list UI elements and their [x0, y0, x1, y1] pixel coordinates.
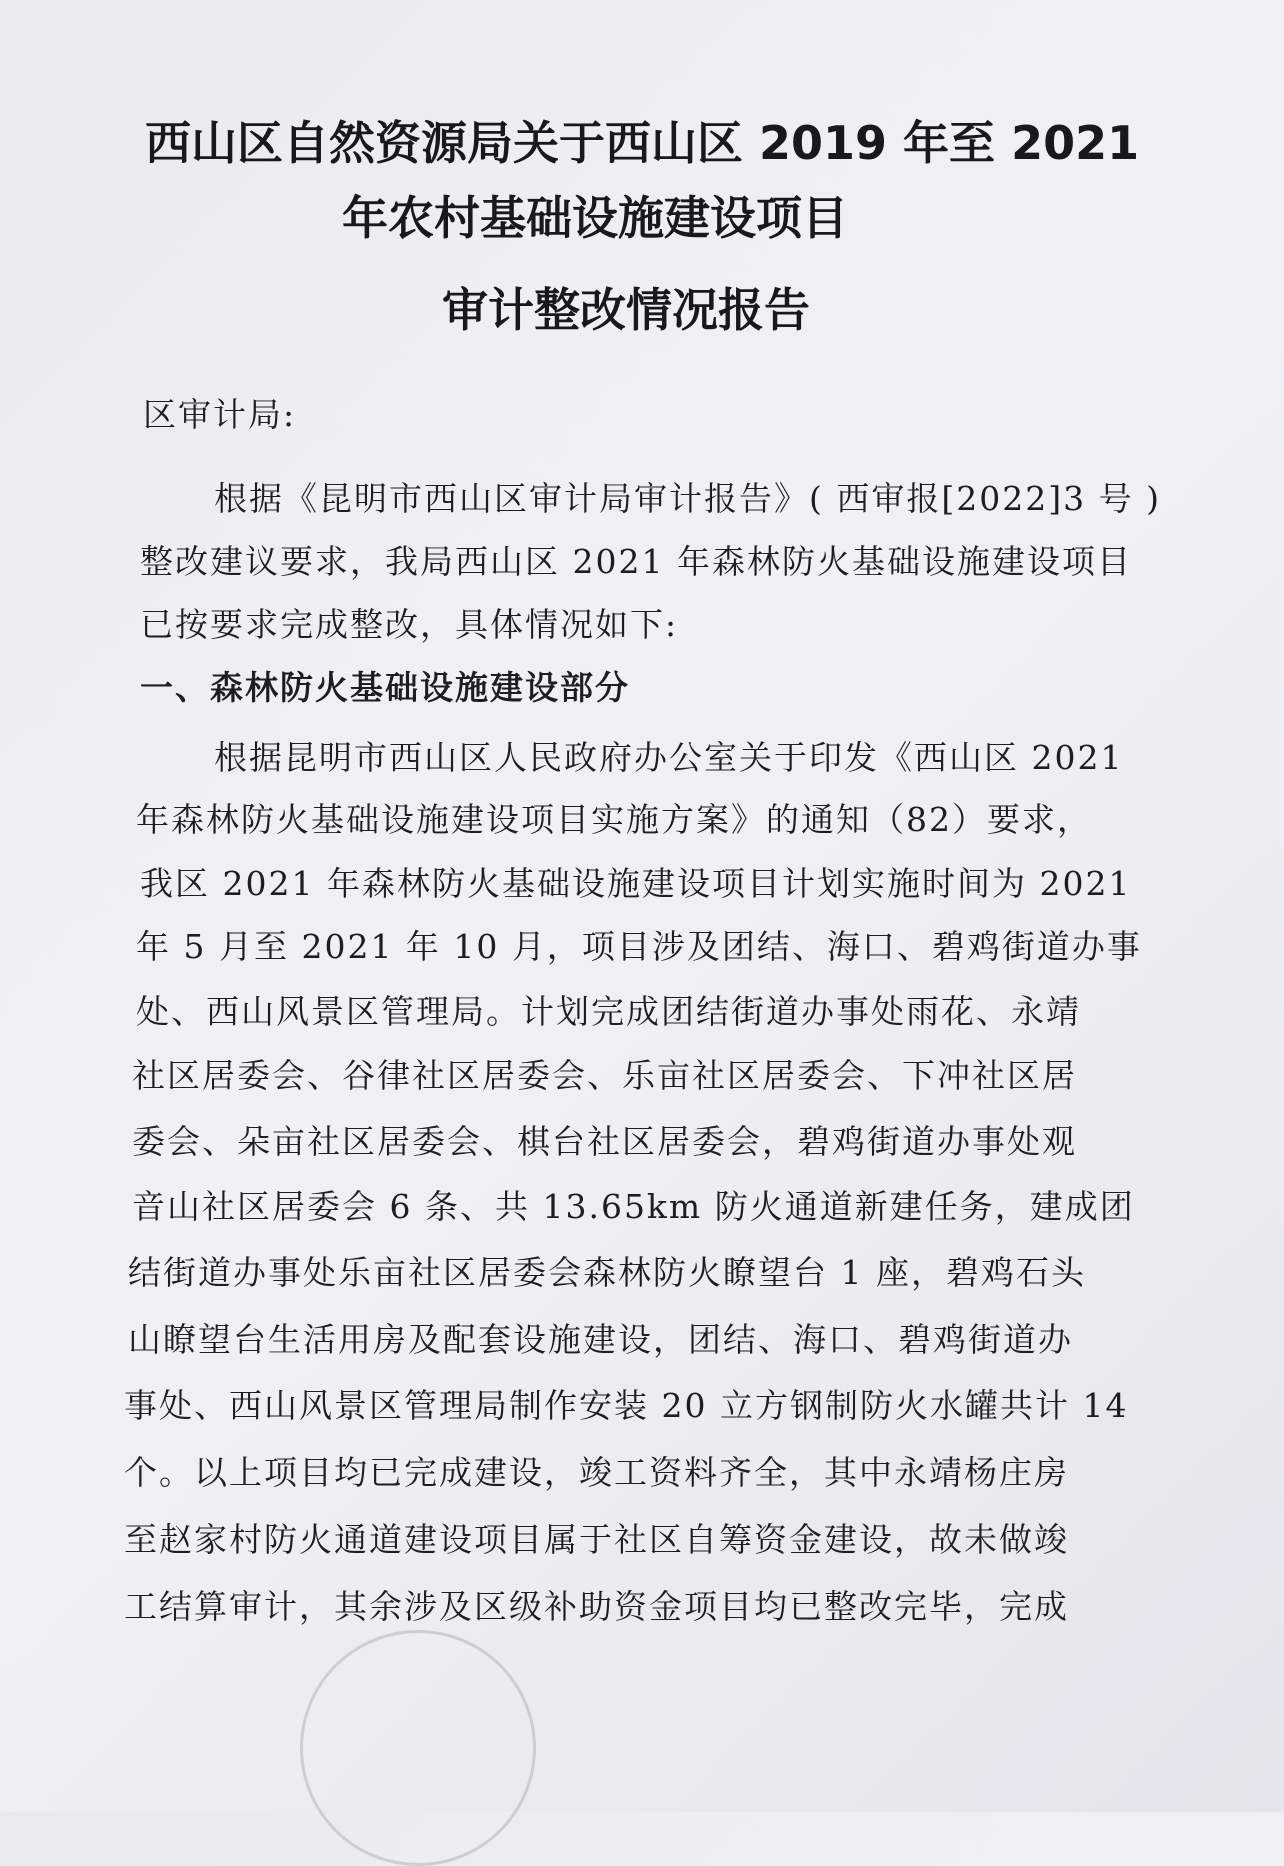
body-line: 个。以上项目均已完成建设，竣工资料齐全，其中永靖杨庄房	[124, 1453, 1069, 1492]
body-line: 根据昆明市西山区人民政府办公室关于印发《西山区 2021	[214, 738, 1124, 777]
body-line: 已按要求完成整改，具体情况如下:	[140, 605, 679, 644]
body-line: 事处、西山风景区管理局制作安装 20 立方钢制防火水罐共计 14	[124, 1386, 1129, 1425]
body-line: 社区居委会、谷律社区居委会、乐亩社区居委会、下冲社区居	[132, 1056, 1077, 1095]
title-line-1: 西山区自然资源局关于西山区 2019 年至 2021	[145, 116, 1140, 170]
body-line: 处、西山风景区管理局。计划完成团结街道办事处雨花、永靖	[136, 992, 1081, 1031]
body-line: 整改建议要求，我局西山区 2021 年森林防火基础设施建设项目	[140, 542, 1132, 581]
body-line: 结街道办事处乐亩社区居委会森林防火瞭望台 1 座，碧鸡石头	[128, 1253, 1086, 1292]
addressee: 区审计局:	[143, 395, 297, 434]
body-line: 至赵家村防火通道建设项目属于社区自筹资金建设，故未做竣	[124, 1520, 1069, 1559]
body-line: 山瞭望台生活用房及配套设施建设，团结、海口、碧鸡街道办	[128, 1320, 1073, 1359]
body-line: 根据《昆明市西山区审计局审计报告》( 西审报[2022]3 号 )	[214, 479, 1161, 518]
body-line: 音山社区居委会 6 条、共 13.65km 防火通道新建任务，建成团	[132, 1187, 1135, 1226]
faint-seal-stamp	[300, 1630, 536, 1866]
body-line: 年 5 月至 2021 年 10 月，项目涉及团结、海口、碧鸡街道办事	[136, 927, 1142, 966]
title-line-2: 年农村基础设施建设项目	[342, 191, 848, 245]
body-line: 工结算审计，其余涉及区级补助资金项目均已整改完毕，完成	[124, 1587, 1069, 1626]
title-line-3: 审计整改情况报告	[442, 283, 810, 337]
section-heading: 一、森林防火基础设施建设部分	[140, 668, 630, 707]
body-line: 年森林防火基础设施建设项目实施方案》的通知（82）要求，	[136, 800, 1092, 839]
body-line: 我区 2021 年森林防火基础设施建设项目计划实施时间为 2021	[140, 864, 1132, 903]
body-line: 委会、朵亩社区居委会、棋台社区居委会，碧鸡街道办事处观	[132, 1122, 1077, 1161]
